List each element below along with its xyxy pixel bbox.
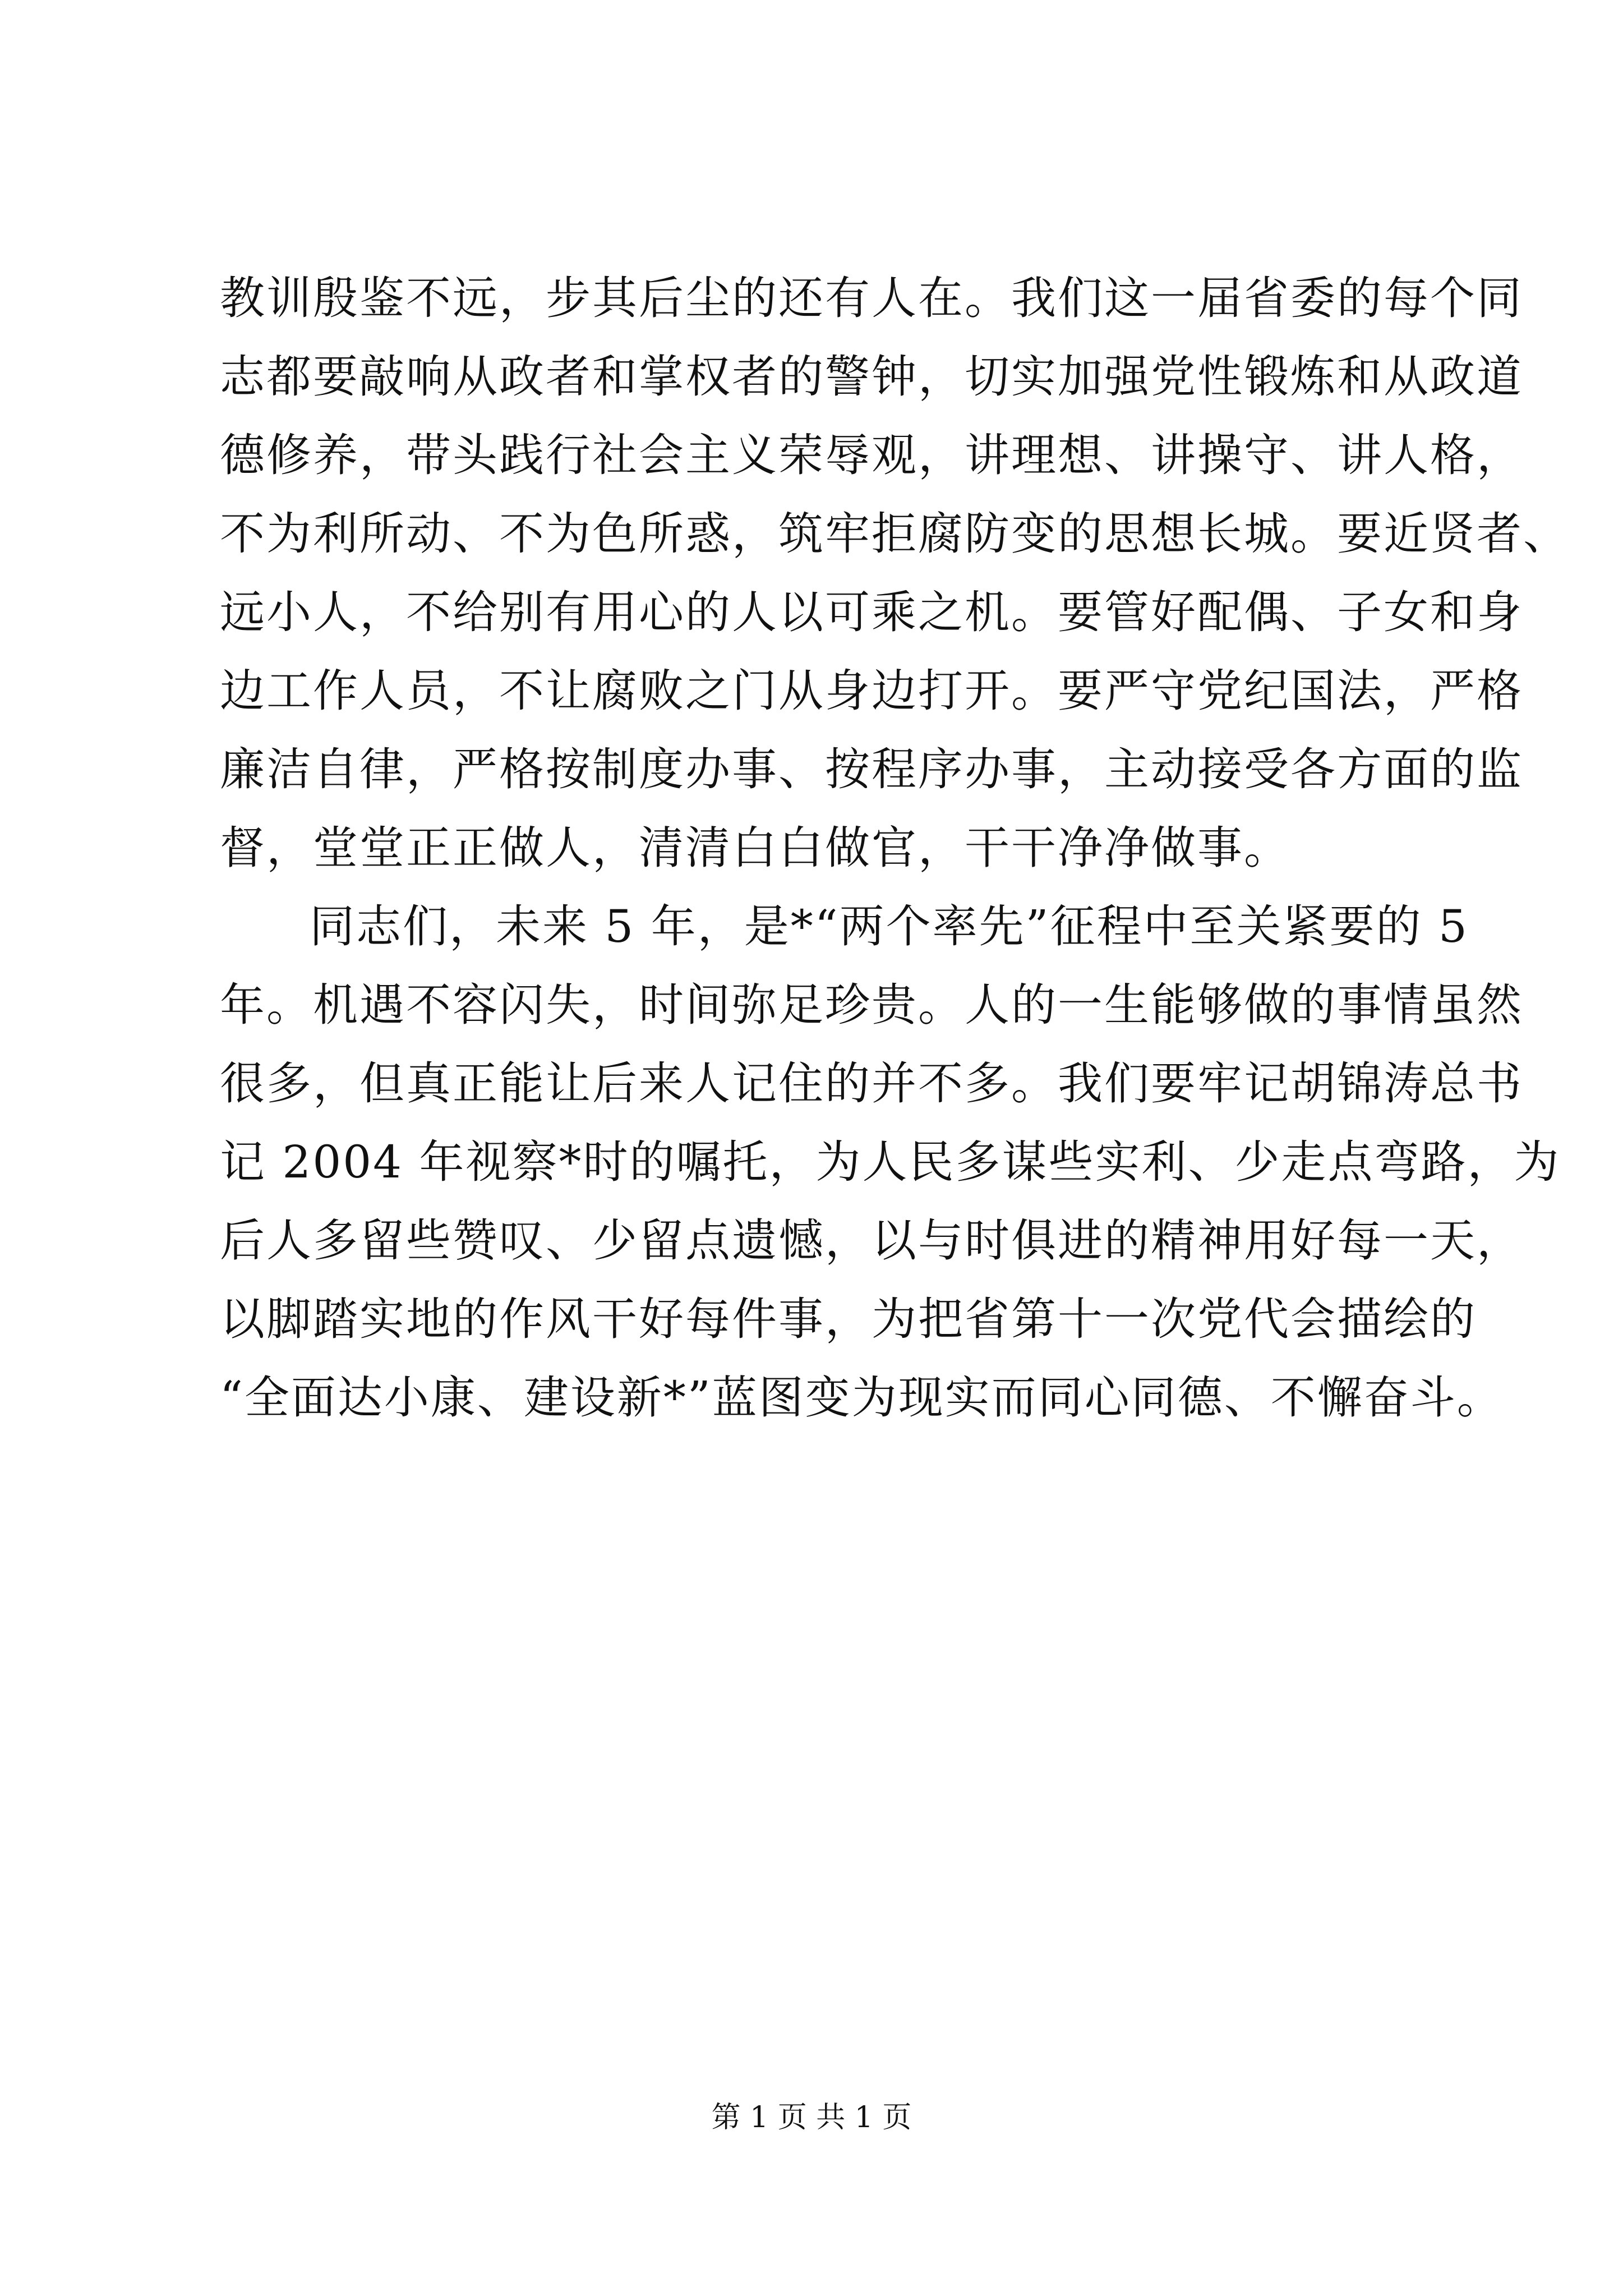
text-line: 德修养，带头践行社会主义荣辱观，讲理想、讲操守、讲人格，: [220, 429, 1523, 481]
paragraph-1: [220, 259, 1570, 887]
text-line: 边工作人员，不让腐败之门从身边打开。要严守党纪国法，严格: [220, 665, 1523, 717]
page-footer: [0, 2098, 1623, 2137]
paragraph-2: [220, 887, 1561, 1437]
text-line: 很多，但真正能让后来人记住的并不多。我们要牢记胡锦涛总书: [220, 1057, 1523, 1110]
body-text: [220, 259, 1570, 1437]
text-line: 远小人，不给别有用心的人以可乘之机。要管好配偶、子女和身: [220, 586, 1523, 638]
text-line: 后人多留些赞叹、少留点遗憾，以与时俱进的精神用好每一天，: [220, 1214, 1523, 1267]
page-number-label: 第 1 页 共 1 页: [711, 2101, 912, 2134]
text-line: 督，堂堂正正做人，清清白白做官，干干净净做事。: [220, 822, 1290, 874]
text-line: 教训殷鉴不远，步其后尘的还有人在。我们这一届省委的每个同: [220, 272, 1523, 324]
text-line: 记 2004 年视察*时的嘱托，为人民多谋些实利、少走点弯路，为: [220, 1136, 1561, 1188]
text-line: 以脚踏实地的作风干好每件事，为把省第十一次党代会描绘的: [220, 1293, 1477, 1345]
text-line: 志都要敲响从政者和掌权者的警钟，切实加强党性锻炼和从政道: [220, 351, 1523, 403]
text-line: 廉洁自律，严格按制度办事、按程序办事，主动接受各方面的监: [220, 743, 1523, 795]
text-line: 不为利所动、不为色所惑，筑牢拒腐防变的思想长城。要近贤者、: [220, 508, 1570, 560]
text-line: “全面达小康、建设新*”蓝图变为现实而同心同德、不懈奋斗。: [220, 1372, 1504, 1424]
text-line: 同志们，未来 5 年，是*“两个率先”征程中至关紧要的 5: [310, 900, 1469, 953]
text-line: 年。机遇不容闪失，时间弥足珍贵。人的一生能够做的事情虽然: [220, 979, 1523, 1031]
